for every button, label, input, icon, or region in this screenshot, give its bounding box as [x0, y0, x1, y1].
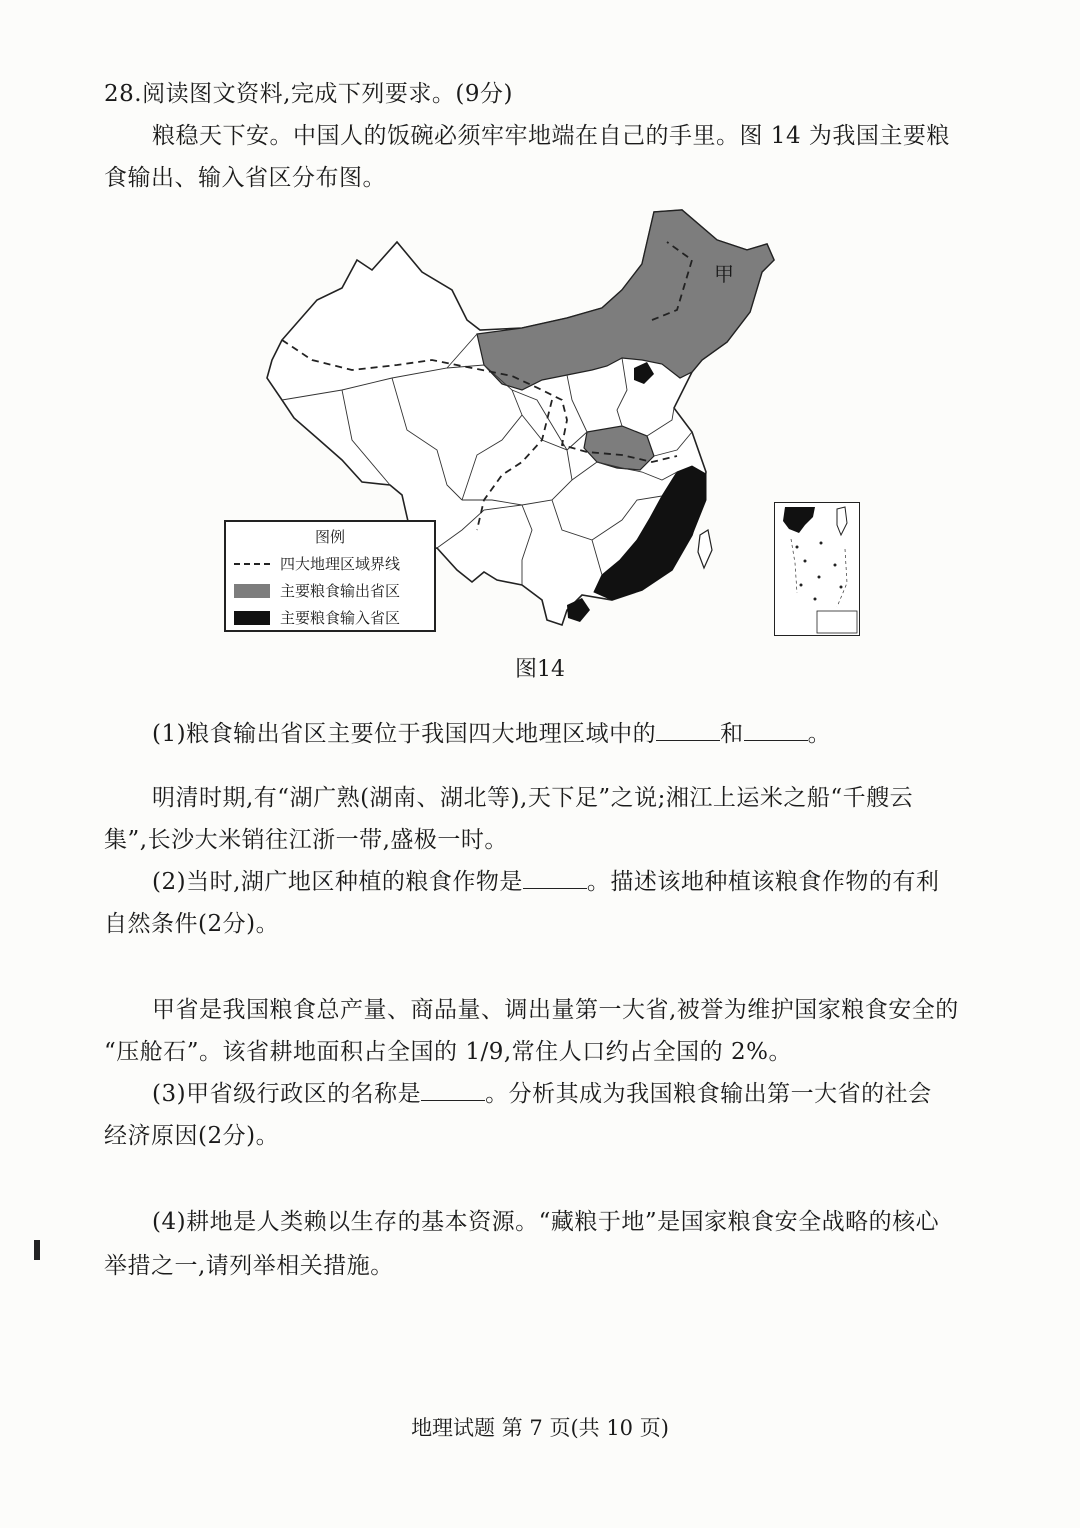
intro-line-2: 食输出、输入省区分布图。 [104, 165, 386, 191]
q3-suffix: 。分析其成为我国粮食输出第一大省的社会 [485, 1081, 932, 1107]
dashed-line-swatch [234, 563, 270, 565]
context3-line-1: 甲省是我国粮食总产量、商品量、调出量第一大省,被誉为维护国家粮食安全的 [152, 997, 959, 1023]
inset-map [775, 503, 859, 635]
page-footer: 地理试题 第 7 页(共 10 页) [411, 1416, 669, 1440]
context2-line-1: 明清时期,有“湖广熟(湖南、湖北等),天下足”之说;湘江上运米之船“千艘云 [152, 785, 914, 811]
black-swatch [234, 611, 270, 625]
q3-line [152, 1078, 932, 1110]
legend-item [234, 580, 434, 601]
legend-label: 主要粮食输入省区 [280, 609, 401, 627]
q2-line-2: 自然条件(2分)。 [104, 911, 280, 937]
q3-prefix: (3)甲省级行政区的名称是 [152, 1081, 422, 1107]
figure-caption: 图14 [515, 657, 565, 682]
answer-blank[interactable] [656, 718, 720, 741]
q2-line [152, 866, 939, 898]
legend-item [234, 553, 434, 574]
legend-label: 四大地理区域界线 [280, 555, 401, 573]
scan-mark [34, 1240, 40, 1260]
q1-prefix: (1)粮食输出省区主要位于我国四大地理区域中的 [152, 721, 657, 747]
legend-item [234, 607, 434, 628]
grey-swatch [234, 584, 270, 598]
q1-line [152, 718, 831, 750]
context3-line-2: “压舱石”。该省耕地面积占全国的 1/9,常住人口约占全国的 2%。 [104, 1039, 792, 1065]
south-china-sea-inset [774, 502, 860, 636]
answer-blank[interactable] [421, 1078, 485, 1101]
question-heading: 28.阅读图文资料,完成下列要求。(9分) [104, 81, 513, 107]
answer-blank[interactable] [523, 866, 587, 889]
q2-suffix: 。描述该地种植该粮食作物的有利 [586, 869, 940, 895]
context2-line-2: 集”,长沙大米销往江浙一带,盛极一时。 [104, 827, 508, 853]
legend-title: 图例 [314, 528, 345, 546]
intro-line-1: 粮稳天下安。中国人的饭碗必须牢牢地端在自己的手里。图 14 为我国主要粮 [152, 123, 950, 149]
q4-line-2: 举措之一,请列举相关措施。 [104, 1253, 394, 1279]
taiwan-island [698, 530, 712, 568]
map-legend [224, 520, 436, 632]
q1-suffix: 。 [807, 721, 832, 747]
q2-prefix: (2)当时,湖广地区种植的粮食作物是 [152, 869, 523, 895]
q4-line-1: (4)耕地是人类赖以生存的基本资源。“藏粮于地”是国家粮食安全战略的核心 [152, 1209, 940, 1235]
q1-middle: 和 [720, 721, 744, 747]
q3-line-2: 经济原因(2分)。 [104, 1123, 280, 1149]
province-label-jia: 甲 [714, 262, 734, 286]
answer-blank[interactable] [744, 718, 808, 741]
legend-label: 主要粮食输出省区 [280, 582, 401, 600]
